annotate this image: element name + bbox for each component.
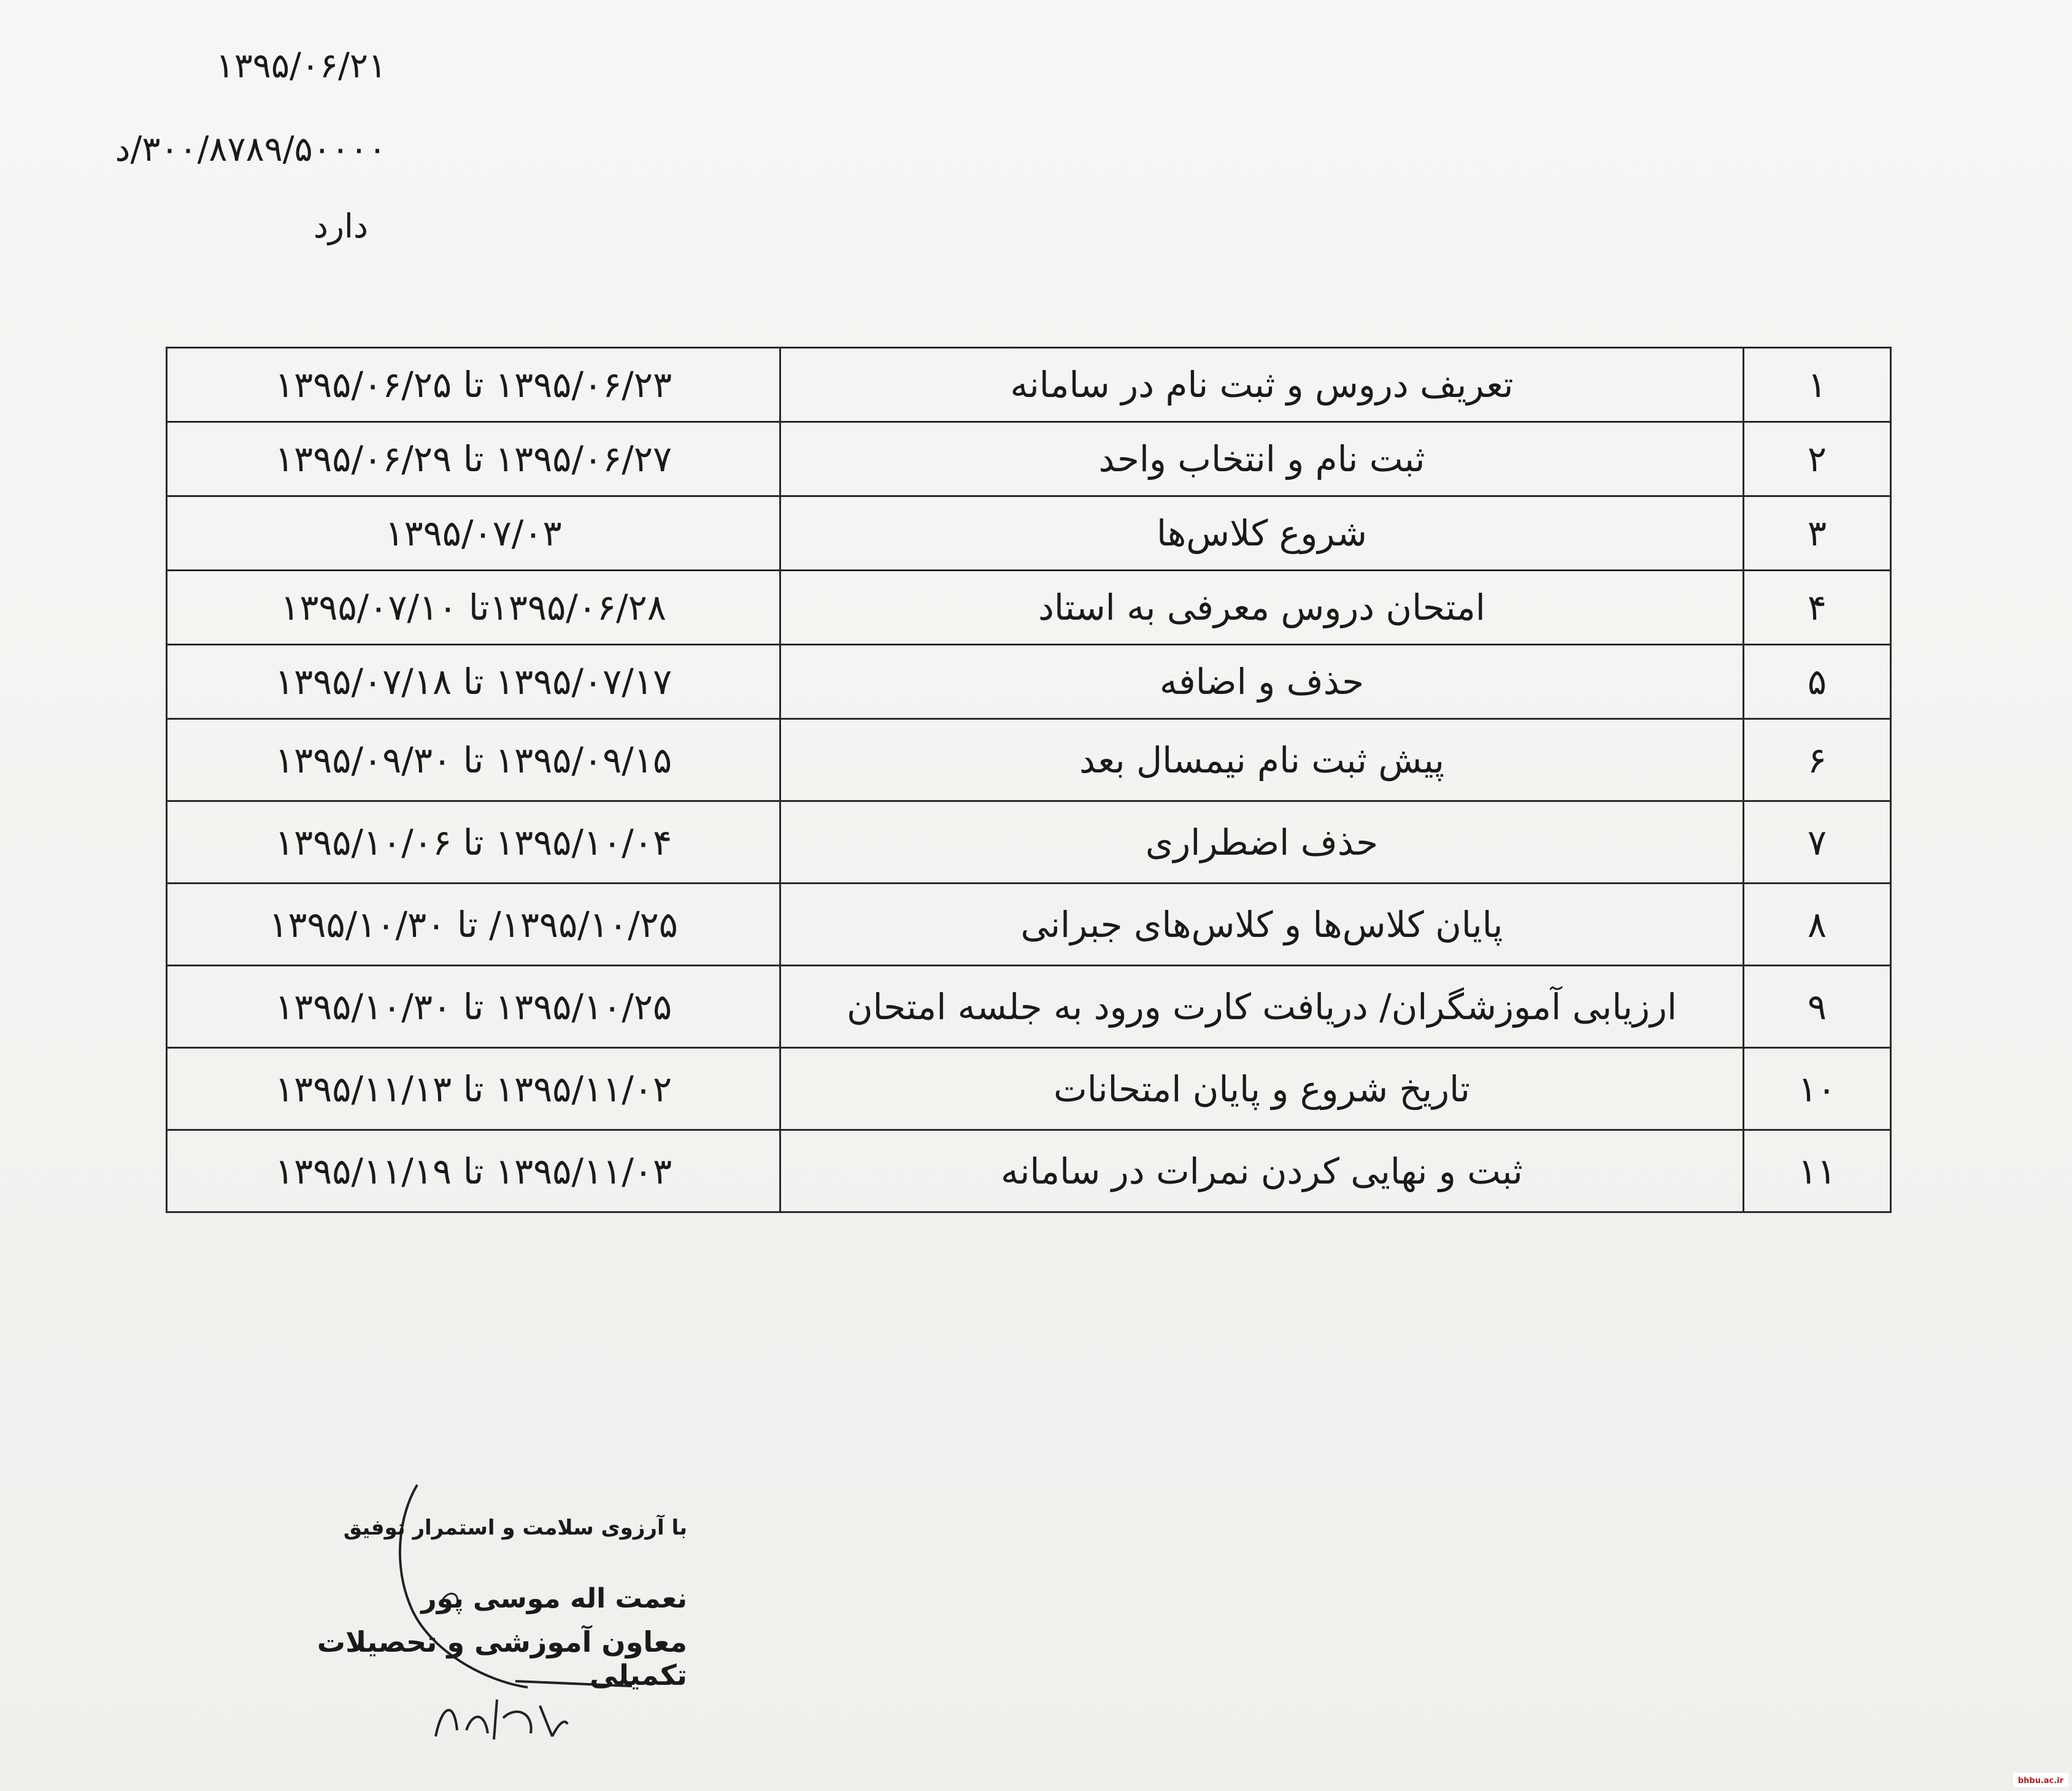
row-number: ۱۰ [1744,1048,1891,1130]
row-number: ۲ [1744,422,1891,496]
table-row [167,801,1891,884]
table-row [167,1130,1891,1212]
row-number: ۵ [1744,645,1891,719]
university-logo [2013,1773,2068,1787]
row-date: ۱۳۹۵/۰۷/۰۳ [167,496,780,571]
row-description: پایان کلاس‌ها و کلاس‌های جبرانی [780,884,1744,966]
row-number: ۶ [1744,719,1891,801]
row-number: ۱ [1744,348,1891,422]
row-date: ۱۳۹۵/۰۶/۲۸تا ۱۳۹۵/۰۷/۱۰ [167,571,780,645]
row-description: پیش ثبت نام نیمسال بعد [780,719,1744,801]
row-number: ۷ [1744,801,1891,884]
row-number: ۸ [1744,884,1891,966]
row-number: ۴ [1744,571,1891,645]
row-number: ۳ [1744,496,1891,571]
handwritten-initials-icon [429,1681,571,1749]
row-number: ۱۱ [1744,1130,1891,1212]
table-row [167,1048,1891,1130]
row-date: ۱۳۹۵/۰۷/۱۷ تا ۱۳۹۵/۰۷/۱۸ [167,645,780,719]
row-description: ثبت و نهایی کردن نمرات در سامانه [780,1130,1744,1212]
row-date: ۱۳۹۵/۱۰/۲۵ تا ۱۳۹۵/۱۰/۳۰ [167,966,780,1048]
row-date: ۱۳۹۵/۰۹/۱۵ تا ۱۳۹۵/۰۹/۳۰ [167,719,780,801]
letter-attachment-status: دارد [313,207,368,245]
row-date: ۱۳۹۵/۰۶/۲۷ تا ۱۳۹۵/۰۶/۲۹ [167,422,780,496]
table-row [167,496,1891,571]
table-row [167,884,1891,966]
row-date: ۱۳۹۵/۱۱/۰۲ تا ۱۳۹۵/۱۱/۱۳ [167,1048,780,1130]
row-date: ۱۳۹۵/۰۶/۲۳ تا ۱۳۹۵/۰۶/۲۵ [167,348,780,422]
table-row [167,645,1891,719]
row-date: ۱۳۹۵/۱۱/۰۳ تا ۱۳۹۵/۱۱/۱۹ [167,1130,780,1212]
letter-reference-number: ۳۰۰/۸۷۸۹/۵۰۰۰۰/د [115,129,387,169]
row-description: امتحان دروس معرفی به استاد [780,571,1744,645]
letter-header [43,46,387,292]
signature-block [295,1516,687,1692]
row-description: تاریخ شروع و پایان امتحانات [780,1048,1744,1130]
row-date: ۱۳۹۵/۱۰/۲۵/ تا ۱۳۹۵/۱۰/۳۰ [167,884,780,966]
table-row [167,571,1891,645]
row-description: ثبت نام و انتخاب واحد [780,422,1744,496]
table-row [167,348,1891,422]
signatory-title: معاون آموزشی و تحصیلات تکمیلی [317,1625,687,1692]
row-description: شروع کلاس‌ها [780,496,1744,571]
row-description: حذف اضطراری [780,801,1744,884]
academic-schedule-table [166,347,1892,1213]
row-number: ۹ [1744,966,1891,1048]
row-date: ۱۳۹۵/۱۰/۰۴ تا ۱۳۹۵/۱۰/۰۶ [167,801,780,884]
row-description: حذف و اضافه [780,645,1744,719]
table-row [167,422,1891,496]
logo-text: bhbu.ac.ir [2017,1776,2064,1785]
table-row [167,966,1891,1048]
letter-date: ۱۳۹۵/۰۶/۲۱ [215,46,387,86]
signatory-name: نعمت اله موسی پور [421,1583,687,1614]
table-row [167,719,1891,801]
closing-greeting: با آرزوی سلامت و استمرار توفیق [343,1516,687,1540]
row-description: ارزیابی آموزشگران/ دریافت کارت ورود به جلسه امتحان [780,966,1744,1048]
row-description: تعریف دروس و ثبت نام در سامانه [780,348,1744,422]
